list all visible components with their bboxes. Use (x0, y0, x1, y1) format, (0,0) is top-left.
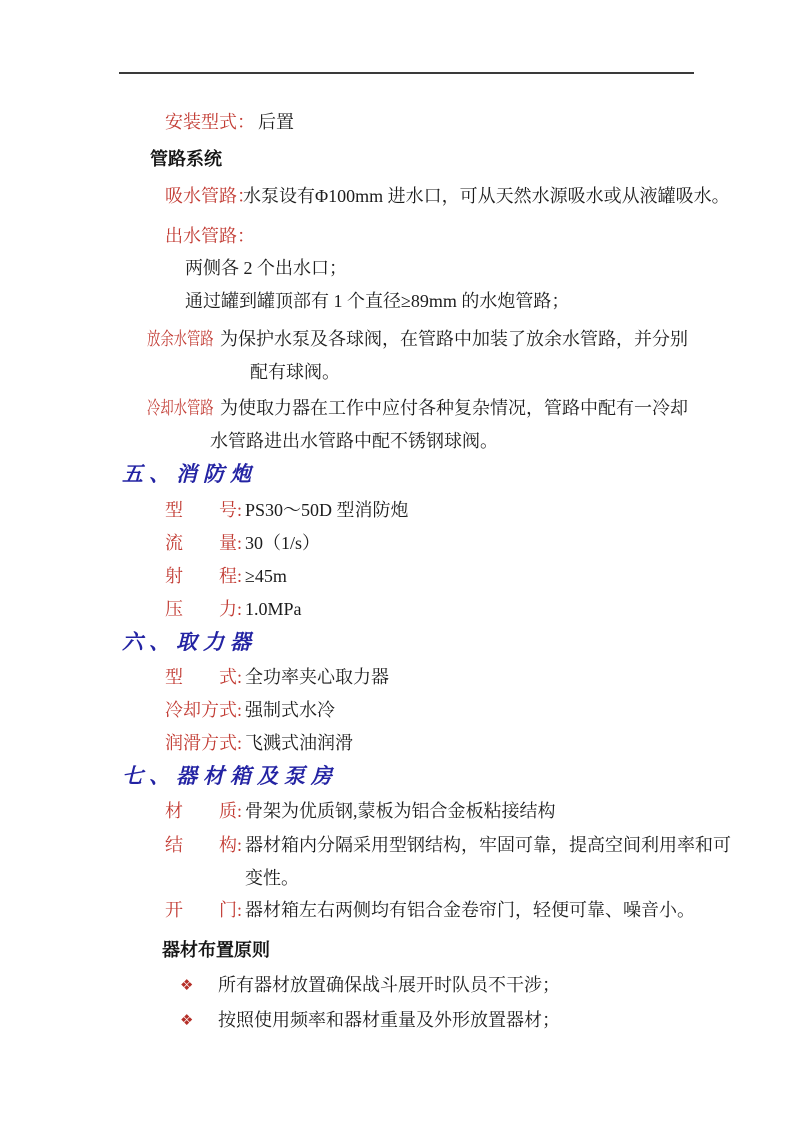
suction-pipe-text: 水泵设有Φ100mm 进水口，可从天然水源吸水或从液罐吸水。 (243, 186, 730, 206)
cooling-pipe-row (0, 396, 800, 420)
section5-heading-row (0, 462, 800, 492)
pressure-value: 1.0MPa (245, 599, 302, 619)
spec-row (0, 698, 800, 722)
drain-pipe-label: 放余水管路 (147, 329, 214, 349)
cooling-method-label: 冷却方式: (165, 700, 243, 720)
install-type-value: 后置 (258, 112, 294, 132)
spec-row (0, 833, 800, 857)
section5-title: 五、消防炮 (122, 462, 257, 486)
range-value: ≥45m (245, 566, 287, 586)
cooling-method-value: 强制式水冷 (245, 700, 335, 720)
cooling-pipe-text-line2: 水管路进出水管路中配不锈钢球阀。 (210, 431, 498, 451)
bullet-row (0, 1008, 800, 1032)
layout-principles-title: 器材布置原则 (162, 940, 270, 960)
spec-row (0, 564, 800, 588)
structure-label: 结 构: (165, 835, 243, 855)
drain-pipe-text-line1: 为保护水泵及各球阀，在管路中加装了放余水管路，并分别 (220, 329, 688, 349)
cooling-pipe-continuation-row (0, 429, 800, 453)
flow-label: 流 量: (165, 533, 243, 553)
spec-row (0, 531, 800, 555)
outlet-pipe-row (0, 224, 800, 248)
bullet-row (0, 973, 800, 997)
header-rule (119, 72, 694, 74)
pto-type-value: 全功率夹心取力器 (245, 667, 389, 687)
lubrication-value: 飞溅式油润滑 (245, 733, 353, 753)
pipe-system-heading-row (0, 147, 800, 171)
spec-row (0, 898, 800, 922)
section7-title: 七、器材箱及泵房 (122, 764, 338, 788)
lubrication-label: 润滑方式: (165, 733, 243, 753)
structure-value-line2: 变性。 (245, 868, 299, 888)
flow-value: 30（1/s） (245, 533, 321, 553)
range-label: 射 程: (165, 566, 243, 586)
material-label: 材 质: (165, 801, 243, 821)
drain-pipe-text-line2: 配有球阀。 (250, 362, 340, 382)
door-value: 器材箱左右两侧均有铝合金卷帘门，轻便可靠、噪音小。 (245, 900, 695, 920)
material-value: 骨架为优质钢,蒙板为铝合金板粘接结构 (245, 801, 556, 821)
outlet-item-2: 通过罐到罐顶部有 1 个直径≥89mm 的水炮管路； (185, 291, 570, 311)
section6-title: 六、取力器 (122, 630, 257, 654)
diamond-bullet-icon: ❖ (180, 976, 194, 994)
outlet-pipe-label: 出水管路： (165, 226, 255, 246)
suction-pipe-row (0, 184, 800, 208)
outlet-item-1: 两侧各 2 个出水口； (185, 258, 347, 278)
install-type-row (0, 110, 800, 134)
spec-row (0, 799, 800, 823)
model-value: PS30～50D 型消防炮 (245, 500, 409, 520)
outlet-item-row (0, 256, 800, 280)
structure-continuation-row (0, 866, 800, 890)
spec-row (0, 665, 800, 689)
drain-pipe-row (0, 327, 800, 351)
diamond-bullet-icon: ❖ (180, 1011, 194, 1029)
model-label: 型 号: (165, 500, 243, 520)
door-label: 开 门: (165, 900, 243, 920)
pressure-label: 压 力: (165, 599, 243, 619)
spec-row (0, 597, 800, 621)
install-type-label: 安装型式： (165, 112, 255, 132)
bullet-text-1: 所有器材放置确保战斗展开时队员不干涉； (218, 975, 560, 995)
cooling-pipe-text-line1: 为使取力器在工作中应付各种复杂情况，管路中配有一冷却 (220, 398, 688, 418)
layout-principles-heading-row (0, 938, 800, 962)
section6-heading-row (0, 630, 800, 660)
outlet-item-row (0, 289, 800, 313)
spec-row (0, 498, 800, 522)
drain-pipe-continuation-row (0, 360, 800, 384)
section7-heading-row (0, 764, 800, 794)
structure-value-line1: 器材箱内分隔采用型钢结构，牢固可靠，提高空间利用率和可 (245, 835, 731, 855)
pipe-system-title: 管路系统 (150, 149, 222, 169)
pto-type-label: 型 式: (165, 667, 243, 687)
bullet-text-2: 按照使用频率和器材重量及外形放置器材； (218, 1010, 560, 1030)
spec-row (0, 731, 800, 755)
suction-pipe-label: 吸水管路： (165, 186, 255, 206)
cooling-pipe-label: 冷却水管路 (147, 398, 214, 418)
